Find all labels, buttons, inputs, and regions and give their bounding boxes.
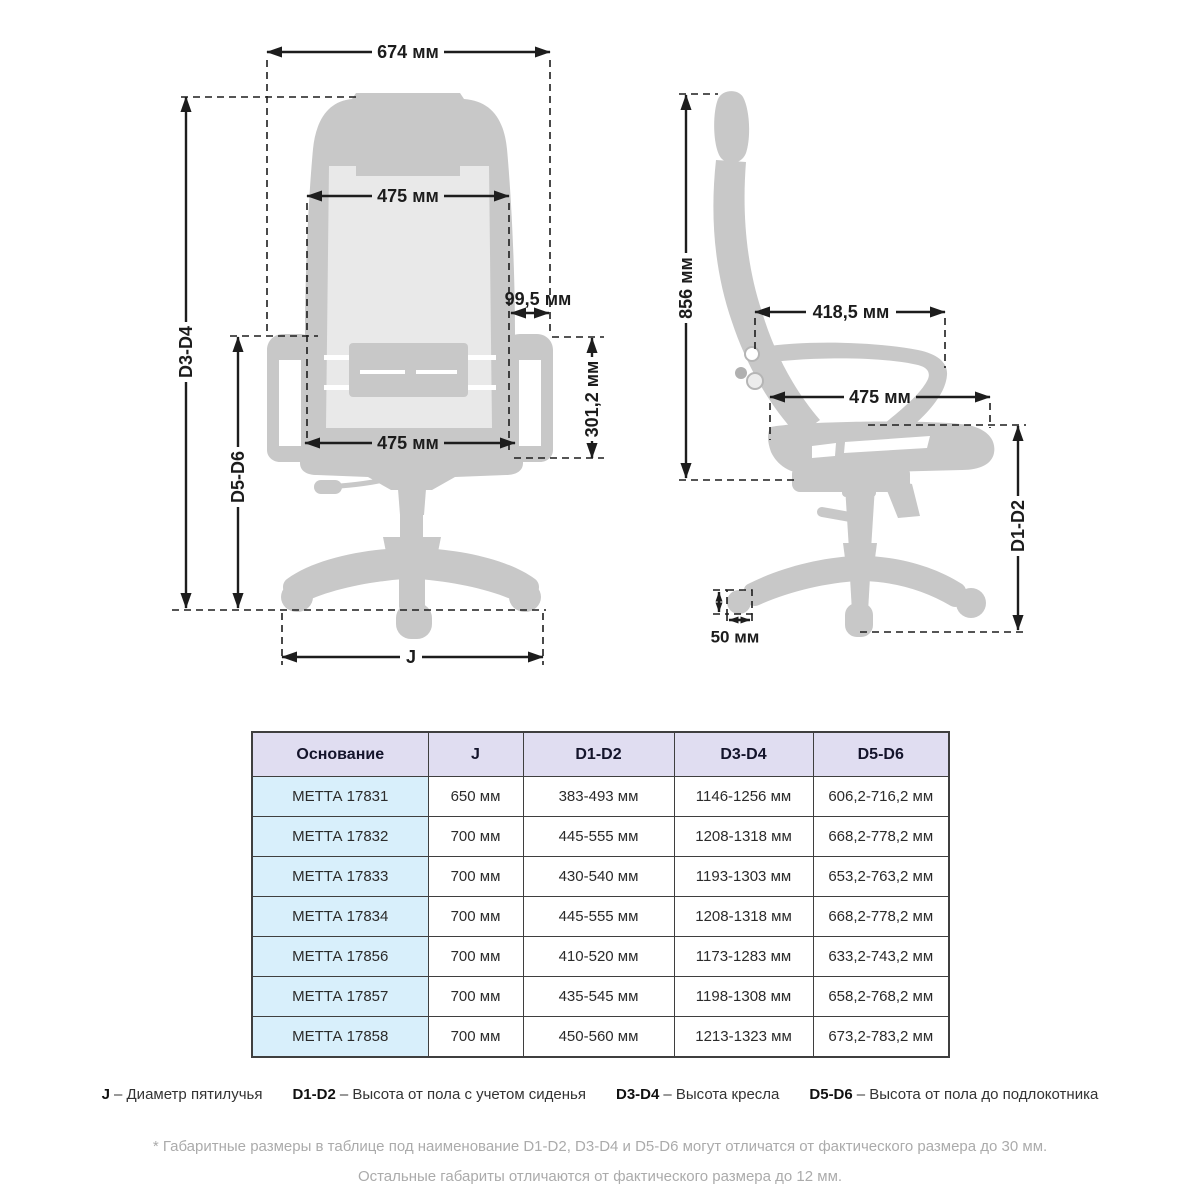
front-center-caster <box>396 603 432 639</box>
table-row <box>252 937 949 977</box>
cell-d5d6: 606,2-716,2 мм <box>813 777 949 817</box>
legend-item-j <box>102 1086 263 1103</box>
legend-desc: – Диаметр пятилучья <box>114 1086 263 1103</box>
col-header-j: J <box>428 732 523 777</box>
dimensions-table <box>251 731 950 1058</box>
cell-j: 700 мм <box>428 1017 523 1058</box>
legend <box>0 1086 1200 1103</box>
side-front-caster <box>845 603 873 637</box>
legend-item-d5d6 <box>809 1086 1098 1103</box>
footnote-line-2: Остальные габариты отличаются от фактического размера до 12 мм. <box>357 1168 843 1185</box>
cell-d1d2: 383-493 мм <box>523 777 674 817</box>
cell-j: 650 мм <box>428 777 523 817</box>
legend-desc: – Высота кресла <box>663 1086 780 1103</box>
side-left-caster <box>727 590 751 614</box>
cell-model: МЕТТА 17834 <box>252 897 428 937</box>
tension-handle <box>314 480 342 494</box>
cell-d1d2: 445-555 мм <box>523 897 674 937</box>
adjust-knob-icon <box>745 347 759 361</box>
dim-label-overall-width: 674 мм <box>377 42 439 62</box>
table-row <box>252 817 949 857</box>
tension-knob-icon <box>735 367 747 379</box>
cell-model: МЕТТА 17856 <box>252 937 428 977</box>
dim-label-seat-depth: 475 мм <box>849 387 911 407</box>
front-left-caster <box>281 582 313 612</box>
dim-label-base-diameter: J <box>405 647 417 667</box>
legend-desc: – Высота от пола до подлокотника <box>856 1086 1099 1103</box>
dim-label-caster-size: 50 мм <box>710 627 760 647</box>
cell-model: МЕТТА 17831 <box>252 777 428 817</box>
cell-model: МЕТТА 17832 <box>252 817 428 857</box>
cell-d3d4: 1193-1303 мм <box>674 857 813 897</box>
cell-d3d4: 1146-1256 мм <box>674 777 813 817</box>
legend-item-d3d4 <box>616 1086 779 1103</box>
table-row <box>252 777 949 817</box>
legend-item-d1d2 <box>292 1086 586 1103</box>
cell-d3d4: 1208-1318 мм <box>674 817 813 857</box>
footnote-line-1: * Габаритные размеры в таблице под наименование D1-D2, D3-D4 и D5-D6 могут отличатся от фактического размера до 30 мм. <box>152 1138 1048 1155</box>
dim-label-total-height: D3-D4 <box>176 325 196 379</box>
cell-d5d6: 668,2-778,2 мм <box>813 897 949 937</box>
cell-d5d6: 633,2-743,2 мм <box>813 937 949 977</box>
legend-label: D1-D2 <box>292 1086 336 1103</box>
dim-label-backrest-width: 475 мм <box>377 186 439 206</box>
front-view-chair <box>267 93 553 639</box>
cell-d1d2: 450-560 мм <box>523 1017 674 1058</box>
table-row <box>252 897 949 937</box>
col-header-d1d2: D1-D2 <box>523 732 674 777</box>
cell-d3d4: 1208-1318 мм <box>674 897 813 937</box>
cell-d5d6: 653,2-763,2 мм <box>813 857 949 897</box>
cell-d3d4: 1198-1308 мм <box>674 977 813 1017</box>
legend-label: D5-D6 <box>809 1086 853 1103</box>
height-lever <box>822 512 850 517</box>
col-header-base: Основание <box>252 732 428 777</box>
cell-model: МЕТТА 17857 <box>252 977 428 1017</box>
dim-label-armrest-gap: 99,5 мм <box>504 289 572 309</box>
front-right-caster <box>509 582 541 612</box>
cell-j: 700 мм <box>428 817 523 857</box>
dim-label-seat-width: 475 мм <box>377 433 439 453</box>
cell-model: МЕТТА 17858 <box>252 1017 428 1058</box>
cell-j: 700 мм <box>428 977 523 1017</box>
legend-desc: – Высота от пола с учетом сиденья <box>339 1086 586 1103</box>
cell-j: 700 мм <box>428 937 523 977</box>
cell-d1d2: 435-545 мм <box>523 977 674 1017</box>
cell-d5d6: 668,2-778,2 мм <box>813 817 949 857</box>
table-row <box>252 857 949 897</box>
cell-d1d2: 410-520 мм <box>523 937 674 977</box>
cell-d3d4: 1173-1283 мм <box>674 937 813 977</box>
cell-j: 700 мм <box>428 897 523 937</box>
dim-label-armrest-depth: 418,5 мм <box>812 302 890 322</box>
cell-model: МЕТТА 17833 <box>252 857 428 897</box>
side-headrest <box>714 91 749 163</box>
side-view-chair <box>713 91 994 637</box>
cell-d1d2: 430-540 мм <box>523 857 674 897</box>
dim-label-armrest-height: 301,2 мм <box>582 360 602 438</box>
cell-j: 700 мм <box>428 857 523 897</box>
dim-label-armrest-floor: D5-D6 <box>228 450 248 504</box>
col-header-d3d4: D3-D4 <box>674 732 813 777</box>
side-right-caster <box>956 588 986 618</box>
table-row <box>252 1017 949 1058</box>
table-header-row <box>252 732 949 777</box>
legend-label: D3-D4 <box>616 1086 660 1103</box>
cell-d5d6: 673,2-783,2 мм <box>813 1017 949 1058</box>
table-row <box>252 977 949 1017</box>
cell-d3d4: 1213-1323 мм <box>674 1017 813 1058</box>
col-header-d5d6: D5-D6 <box>813 732 949 777</box>
footnote <box>0 1132 1200 1192</box>
dim-label-seat-height: D1-D2 <box>1008 499 1028 553</box>
cell-d5d6: 658,2-768,2 мм <box>813 977 949 1017</box>
cell-d1d2: 445-555 мм <box>523 817 674 857</box>
dim-label-back-height: 856 мм <box>676 257 696 319</box>
legend-label: J <box>101 1086 111 1103</box>
